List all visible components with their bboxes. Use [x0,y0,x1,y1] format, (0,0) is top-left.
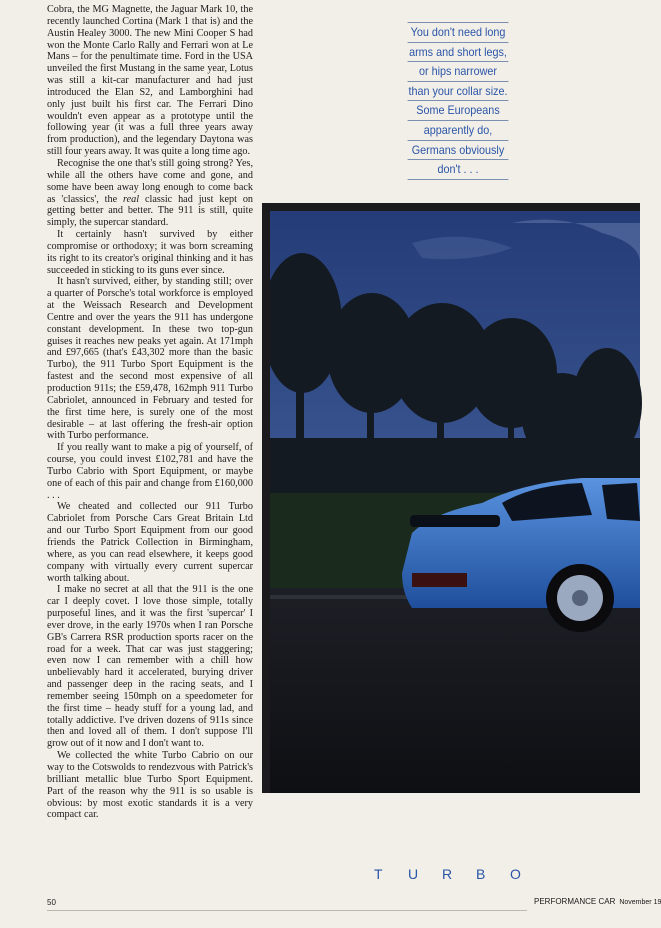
section-letter: R [442,866,453,882]
page-number: 50 [47,898,56,907]
paragraph: We collected the white Turbo Cabrio on our way to the Cotswolds to rendezvous with Patrick's brilliant metallic blue Turbo Sport Equipment. Part of the reason why the 911 is so usable is obvious: by most exotic standards it is a very compact car. [47,750,253,821]
paragraph: It hasn't survived, either, by standing still; over a quarter of Porsche's total workforce is employed at the Weissach Research and Development Centre and over the years the 911 has undergone constant development. In these two top-gun guises it reaches new peaks yet again. At 171mph and £97,665 (that's £43,302 more than the basic Turbo), the 911 Turbo Sport Equipment is the fastest and the second most expensive of all production 911s; the £59,478, 162mph 911 Turbo Cabriolet, announced in February and tested for the first time here, is surely one of the most desirable – at last offering the fresh-air option with Turbo performance. [47,276,253,442]
pull-quote [402,22,514,180]
paragraph: We cheated and collected our 911 Turbo Cabriolet from Porsche Cars Great Britain Ltd and our Turbo Sport Equipment from our good friends the Patrick Collection in Birmingham, where, as you can read elsewhere, it keeps good company with virtually every current supercar worth talking about. [47,501,253,584]
section-letter: O [510,866,521,882]
paragraph: Cobra, the MG Magnette, the Jaguar Mark 10, the recently launched Cortina (Mark 1 that is) and the Austin Healey 3000. The new Mini Cooper S had won the Monte Carlo Rally and Ferrari won at Le Mans – for the penultimate time. Ford in the USA unveiled the first Mustang in the same year, Lotus was still a kit-car manufacturer and had just introduced the Elan S2, and Lamborghini had only just built his first car. The Ferrari Dino wouldn't even appear as a prototype until the following year (it was a full three years away from production), and the legendary Daytona was still four years away. It was quite a long time ago. [47,4,253,158]
car-photo [262,203,640,793]
magazine-footer [534,897,661,906]
footer-divider [47,910,527,911]
pull-quote-line: apparently do, [408,121,509,141]
section-letter: T [374,866,383,882]
paragraph: If you really want to make a pig of yourself, of course, you could invest £102,781 and have the Turbo Cabrio with Sport Equipment, or maybe one of each of this pair and change from £160,000 . . . [47,442,253,501]
pull-quote-line: arms and short legs, [408,43,509,63]
pull-quote-line: or hips narrower [408,62,509,82]
section-letter: U [408,866,419,882]
paragraph: It certainly hasn't survived by either compromise or orthodoxy; it was born screaming its right to its creator's original thinking and it has succeeded in sticking to its guns ever since. [47,229,253,276]
article-body [47,4,253,821]
porsche-photo-illustration [262,203,640,793]
pull-quote-line: Some Europeans [408,101,509,121]
pull-quote-line: than your collar size. [408,82,509,102]
pull-quote-line: You don't need long [408,22,509,43]
section-label-turbo [374,866,544,882]
paragraph: Recognise the one that's still going strong? Yes, while all the others have come and gone, and some have been away long enough to come back as 'classics', the real classic had just kept on getting better and better. The 911 is still, quite simply, the supercar standard. [47,157,254,229]
issue-date: November 19 [619,899,661,906]
magazine-name: PERFORMANCE CAR [534,897,616,906]
paragraph: I make no secret at all that the 911 is the one car I deeply covet. I love those simple, totally purposeful lines, and it was the first 'supercar' I ever drove, in the early 1970s when I ran Porsche GB's Carrera RSR production sports racer on the road for a week. That car was just staggering; even now I can remember with a chill how unbelievably hard it accelerated, burying driver and passenger deep in the racing seats, and I remember seeing 150mph on a speedometer for the first time – heady stuff for a young lad, and totally addictive. I've driven dozens of 911s since then and loved all of them. I don't suppose I'll grow out of it now and I don't want to. [47,584,253,750]
pull-quote-line: don't . . . [408,160,509,180]
section-letter: B [476,866,486,882]
pull-quote-line: Germans obviously [408,141,509,161]
